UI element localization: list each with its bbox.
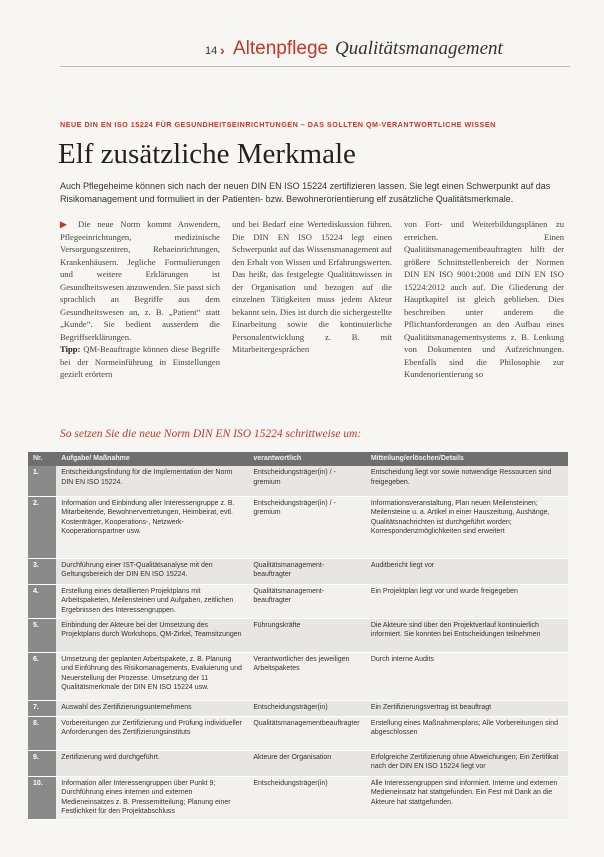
table-row	[28, 716, 568, 750]
table-header-row	[28, 452, 568, 466]
row-note: Ein Zertifizierungsvertrag ist beauftragt	[366, 700, 568, 716]
tip-text: QM-Beauftragte können diese Begriffe bei der Normeinführung in Einstellungen gezielt erörtern	[60, 344, 220, 379]
row-number: 4.	[28, 584, 56, 618]
row-number: 1.	[28, 466, 56, 496]
body-column-1	[60, 218, 220, 381]
page-header	[0, 38, 604, 64]
row-note: Informationsveranstaltung, Plan neuen Meilensteinen; Meilensteine u. a. Artikel in einer Hauszeitung, Aushänge, Qualitätsnachrichten ist durchgeführt worden; Korrespondenzmöglichkeiten sind erweitert	[366, 496, 568, 558]
article-body	[60, 218, 565, 378]
tip-label: Tipp:	[60, 344, 81, 354]
body-column-3	[404, 218, 564, 381]
row-task: Durchführung einer IST-Qualitätsanalyse mit den Geltungsbereich der DIN EN ISO 15224.	[56, 558, 248, 584]
row-responsible: Entscheidungsträger(in)	[248, 700, 365, 716]
table-row	[28, 558, 568, 584]
row-number: 6.	[28, 652, 56, 700]
row-task: Zertifizierung wird durchgeführt.	[56, 750, 248, 776]
table-title: So setzen Sie die neue Norm DIN EN ISO 15224 schrittweise um:	[60, 428, 362, 440]
row-task: Entscheidungsfindung für die Implementation der Norm DIN EN ISO 15224.	[56, 466, 248, 496]
row-responsible: Führungskräfte	[248, 618, 365, 652]
row-responsible: Entscheidungsträger(in) / -gremium	[248, 496, 365, 558]
row-number: 10.	[28, 776, 56, 819]
row-responsible: Verantwortlicher des jeweiligen Arbeitspaketes	[248, 652, 365, 700]
header-task: Aufgabe/ Maßnahme	[56, 452, 248, 466]
body-text-1: Die neue Norm kommt Anwendern, Pflegeeinrichtungen, medizinische Versorgungszentren, Rehaeinrichtungen, Krankenhäusern. Jegliche Formulierungen und weitere Erklärungen ist Gesundheitswesen anzuwenden. Sie passt sich sprachlich an Begriffe aus dem Gesundheitswesen an, z. B. „Patient“ statt „Kunde“. Sie bedient ausserdem die Begriffserklärungen.	[60, 219, 220, 342]
body-text-2: und bei Bedarf eine Wertediskussion führen. Die DIN EN ISO 15224 legt einen Schwerpunkt auf das Wissensmanagement auf den Erhalt von Wissen und Erfahrungswerten. Das heißt, das festgelegte Qualitätswissen in der Organisation und bezogen auf die einzelnen Tätigkeiten muss jedem Akteur bekannt sein. Dies ist durch die sichergestellte Einarbeitung sowie die kontinuierliche Personalentwicklung z. B. mit Mitarbeitergesprächen	[232, 219, 392, 354]
steps-table	[28, 452, 568, 820]
row-responsible: Entscheidungsträger(in) / -gremium	[248, 466, 365, 496]
row-number: 5.	[28, 618, 56, 652]
row-note: Alle Interessengruppen sind informiert. Interne und externen Medieneinsatz hat stattgefunden. Ein Fest mit Dank an die Akteure hat stattgefunden.	[366, 776, 568, 819]
row-task: Einbindung der Akteure bei der Umsetzung des Projektplans durch Workshops, QM-Zirkel, Teamsitzungen	[56, 618, 248, 652]
header-nr: Nr.	[28, 452, 56, 466]
row-task: Auswahl des Zertifizierungsunternehmens	[56, 700, 248, 716]
table-row	[28, 584, 568, 618]
row-note: Ein Projektplan liegt vor und wurde freigegeben	[366, 584, 568, 618]
row-note: Die Akteure sind über den Projektverlauf kontinuierlich informiert. Sie konnten bei Entscheidungen teilnehmen	[366, 618, 568, 652]
row-note: Erstellung eines Maßnahmenplans; Alle Vorbereitungen sind abgeschlossen	[366, 716, 568, 750]
row-responsible: Qualitätsmanagement-beauftragter	[248, 584, 365, 618]
row-number: 2.	[28, 496, 56, 558]
header-responsible: verantwortlich	[248, 452, 365, 466]
row-note: Auditbericht liegt vor	[366, 558, 568, 584]
header-divider	[60, 66, 570, 67]
row-number: 7.	[28, 700, 56, 716]
header-note: Mitteilung/erlöschen/Details	[366, 452, 568, 466]
row-number: 3.	[28, 558, 56, 584]
table-row	[28, 496, 568, 558]
row-task: Erstellung eines detaillierten Projektplans mit Arbeitspaketen, Meilensteinen und Aufgaben, zeitlichen Ergebnissen des Interessengruppen.	[56, 584, 248, 618]
row-responsible: Qualitätsmanagementbeauftragter	[248, 716, 365, 750]
body-column-2	[232, 218, 392, 356]
article-lead: Auch Pflegeheime können sich nach der neuen DIN EN ISO 15224 zertifizieren lassen. Sie legt einen Schwerpunkt auf das Risikomanagement und formuliert in der Patienten- bzw. Bewohnerorientierung elf zusätzliche Qualitätsmerkmale.	[60, 181, 551, 204]
row-task: Information aller Interessengruppen über Punkt 9; Durchführung eines internen und externen Medieneinsatzes z. B. Pressemitteilung; Planung einer Festlichkeit für den Projektabschluss	[56, 776, 248, 819]
section-name: Qualitätsmanagement	[335, 38, 503, 59]
body-text-3: von Fort- und Weiterbildungsplänen zu erreichen. Einen Qualitätsmanagementbeauftragten hilft der größere Schnittstellenbereich der Normen DIN EN ISO 9001:2008 und DIN EN ISO 15224:2012 auch auf. Die Gliederung der Hauptkapitel ist gleich geblieben. Dies beschreiben unter anderem die Pflichtanforderungen an den Aufbau eines Qualitätsmanagementsystems z. B. Lenkung von Dokumenten und Aufzeichnungen. Ebenfalls sind die Philosophie zur Kundenorientierung so	[404, 219, 564, 379]
row-number: 8.	[28, 716, 56, 750]
table-row	[28, 700, 568, 716]
article-start-icon: ▶	[60, 219, 72, 229]
article-title: Elf zusätzliche Merkmale	[58, 138, 356, 170]
magazine-name: Altenpflege	[233, 38, 329, 59]
row-number: 9.	[28, 750, 56, 776]
table-row	[28, 466, 568, 496]
page-number: 14	[205, 45, 218, 57]
chevron-right-icon: ›	[220, 42, 225, 58]
row-note: Durch interne Audits	[366, 652, 568, 700]
table-row	[28, 776, 568, 819]
row-task: Information und Einbindung aller Interessengruppe z. B. Mitarbeitende, Bewohnervertretungen, Heimbeirat, evtl. Kostenträger, Kooperations-, Netzwerk-Kooperationspartner usw.	[56, 496, 248, 558]
row-responsible: Entscheidungsträger(in)	[248, 776, 365, 819]
row-task: Vorbereitungen zur Zertifizierung und Prüfung individueller Anforderungen des Zertifizierungsinstituts	[56, 716, 248, 750]
row-responsible: Akteure der Organisation	[248, 750, 365, 776]
table-row	[28, 652, 568, 700]
row-responsible: Qualitätsmanagement-beauftragter	[248, 558, 365, 584]
row-note: Entscheidung liegt vor sowie notwendige Ressourcen sind freigegeben.	[366, 466, 568, 496]
article-kicker: NEUE DIN EN ISO 15224 FÜR GESUNDHEITSEINRICHTUNGEN – DAS SOLLTEN QM-VERANTWORTLICHE WISSEN	[60, 120, 496, 129]
table-row	[28, 750, 568, 776]
table-row	[28, 618, 568, 652]
row-note: Erfolgreiche Zertifizierung ohne Abweichungen; Ein Zertifikat nach der DIN EN ISO 15224 liegt vor	[366, 750, 568, 776]
row-task: Umsetzung der geplanten Arbeitspakete, z. B. Planung und Einführung des Risikomanagements, Evaluierung und Neuerstellung der Prozesse. Umsetzung der 11 Qualitätsmerkmale der DIN EN ISO 15224 usw.	[56, 652, 248, 700]
